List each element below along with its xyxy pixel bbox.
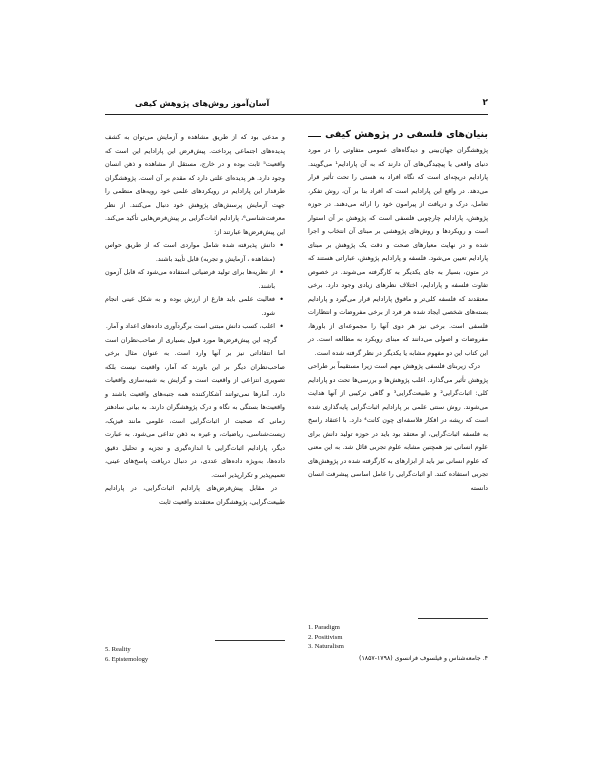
footnote-rule	[215, 640, 285, 641]
footnotes-right	[308, 618, 488, 663]
footnote-2: 2. Positivism	[308, 633, 343, 641]
right-paragraph-2: درک زیربنای فلسفی پژوهش مهم است زیرا مستقیماً بر طراحی پژوهش تأثیر می‌گذارد. اغلب پژوهش‌ها و بررسی‌ها تحت دو پارادایم کلی: اثبات‌گرایی² و طبیعت‌گرایی³ و گاهی ترکیبی از آنها هدایت می‌شوند. روش سنتی علمی بر پارادایم اثبات‌گرایی پایه‌گذاری شده است که ریشه در افکار فلاسفه‌ای چون کانت⁴ دارد. با اعتقاد راسخ به فلسفه اثبات‌گرایی، او معتقد بود باید در حوزه تولید دانش برای علوم انسانی نیز همچنین مشابه علوم تجربی قائل شد. به این معنی که علوم انسانی نیز باید از ابزارهای به کارگرفته شده در پژوهش‌های تجربی استفاده کنند. او اثبات‌گرایی را عامل اساسی پیشرفت انسان دانسته	[308, 362, 488, 492]
list-item: • از نظریه‌ها برای تولید فرضیاتی استفاده می‌شود که قابل آزمون باشند.	[105, 266, 275, 293]
list-item: • فعالیت علمی باید فارغ از ارزش بوده و به شکل عینی انجام شود.	[105, 293, 275, 320]
section-title	[308, 128, 488, 142]
footnote-1: 1. Paradigm	[308, 624, 340, 631]
page-number: ۲	[482, 98, 488, 108]
page-header	[105, 98, 488, 115]
footnote-6: 6. Epistemology	[105, 655, 149, 663]
left-column	[105, 131, 285, 509]
footnotes-left	[105, 640, 285, 664]
section-title-text: بنیان‌های فلسفی در پژوهش کیفی	[325, 129, 488, 140]
running-title: آسان‌آموز روش‌های پژوهش کیفی	[135, 99, 270, 108]
footnote-5: 5. Reality	[105, 646, 131, 653]
section-title-rule	[308, 136, 321, 137]
footnote-3: 3. Naturalism	[308, 643, 344, 650]
left-paragraph-3: در مقابل پیش‌فرض‌های پارادایم اثبات‌گرایی، در پارادایم طبیعت‌گرایی، پژوهشگران معتقدند واقعیت ثابت	[105, 484, 285, 506]
footnote-4: ۴. جامعه‌شناس و فیلسوف فرانسوی (۱۷۹۸-۱۸۵۷)	[359, 654, 488, 662]
assumption-list	[105, 239, 285, 334]
list-item: • اغلب، کسب دانش مبتنی است برگردآوری داده‌های اعداد و آمار.	[105, 320, 275, 334]
right-paragraph-1: پژوهشگران جهان‌بینی و دیدگاه‌های عمومی متفاوتی را در مورد دنیای واقعی یا پیچیدگی‌های آن دارند که به آن پارادایم¹ می‌گویند. پارادایم دریچه‌ای است که نگاه افراد به هستی را تحت تأثیر قرار می‌دهد. در واقع این پارادایم است که افراد بنا بر آن، روش تفکر، تعامل، درک و دریافت از پیرامون خود را ارائه می‌دهند. در حوزه پژوهش، پارادایم چارچوبی فلسفی است که پژوهش بر آن استوار است و رویکردها و روش‌های پژوهشی بر مبنای آن انتخاب و اجرا شده و در نهایت معیارهای صحت و دقت یک پژوهش بر مبنای پارادایم تعیین می‌شود. فلسفه و پارادایم پژوهش، عباراتی هستند که در متون، بسیار به جای یکدیگر به کارگرفته می‌شوند. در خصوص تفاوت فلسفه و پارادایم، اختلاف نظرهای زیادی وجود دارد. برخی معتقدند که فلسفه کلی‌تر و مافوق پارادایم قرار می‌گیرد و پارادایم بسته‌های شخصی ایجاد شده هر فرد از برخی مفروضات و انتظارات فلسفی است. برخی نیز هر دوی آنها را مجموعه‌ای از باورها، مفروضات و اصولی می‌دانند که مبنای رویکرد به مطالعه است. در این کتاب این دو مفهوم مشابه یا یکدیگر در نظر گرفته شده است.	[308, 146, 488, 357]
right-column	[308, 128, 488, 495]
list-item: • دانش پذیرفته شده شامل مواردی است که از طریق حواس (مشاهده ، آزمایش و تجربه) قابل تأیید باشند.	[105, 239, 275, 266]
footnote-rule	[418, 618, 488, 619]
left-paragraph-1: و مدعی بود که از طریق مشاهده و آزمایش می‌توان به کشف پدیده‌های اجتماعی پرداخت. پیش‌فرض این پارادایم این است که واقعیت⁵ ثابت بوده و در خارج، مستقل از مشاهده و ذهن انسان وجود دارد. هر پدیده‌ای علتی دارد که مقدم بر آن است. پژوهشگران طرفدار این پارادایم در رویکردهای علمی خود رویه‌های منظمی را جهت آزمایش پرسش‌های پژوهش خود دنبال می‌کنند. از نظر معرفت‌شناسی⁶، پارادایم اثبات‌گرایی بر پیش‌فرض‌هایی تأکید می‌کند. این پیش‌فرض‌ها عبارتند از:	[105, 133, 285, 236]
left-paragraph-2: گرچه این پیش‌فرض‌ها مورد قبول بسیاری از صاحب‌نظران است اما انتقاداتی نیز بر آنها وارد است. به عنوان مثال برخی صاحب‌نظران دیگر بر این باورند که آمار، واقعیت نیست بلکه تصویری انتزاعی از واقعیت است و گرایش به شبیه‌سازی واقعیات دارد. آمارها نمی‌توانند آشکارکننده همه جنبه‌های واقعیت باشند و واقعیت‌ها بستگی به نگاه و درک پژوهشگران دارند. به بیانی سادهتر زمانی که صحبت از اثبات‌گرایی است، علومی مانند فیزیک، زیست‌شناسی، ریاضیات، و غیره به ذهن تداعی می‌شود. به عبارت دیگر، پارادایم اثبات‌گرایی با اندازه‌گیری و تجزیه و تحلیل دقیق داده‌ها، به‌ویژه داده‌های عددی، در دنبال دریافت پاسخ‌های عینی، تعمیم‌پذیر و تکرارپذیر است.	[105, 335, 285, 479]
